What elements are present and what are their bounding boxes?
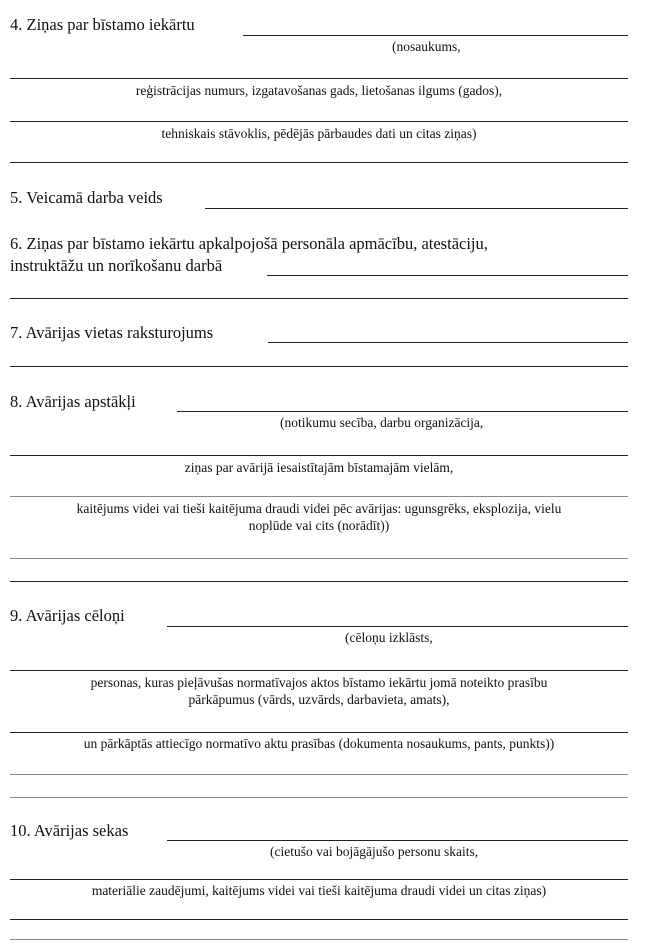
section-10-hint-losses: materiālie zaudējumi, kaitējums videi vai tieši kaitējuma draudi videi un citas ziņas)	[91, 883, 547, 898]
section-9-input-line[interactable]	[10, 797, 628, 798]
section-4-hint-condition: tehniskais stāvoklis, pēdējās pārbaudes dati un citas ziņas)	[161, 126, 477, 141]
section-9-input-line[interactable]	[10, 774, 628, 775]
section-10-input-line[interactable]	[167, 840, 628, 841]
section-6-input-line[interactable]	[267, 275, 628, 276]
section-7-label: 7. Avārijas vietas raksturojums	[10, 323, 214, 342]
section-4-hint-registration: reģistrācijas numurs, izgatavošanas gads, lietošanas ilgums (gados),	[135, 83, 503, 98]
section-9-hint-requirements: un pārkāptās attiecīgo normatīvo aktu prasības (dokumenta nosaukums, pants, punkts))	[83, 736, 555, 751]
section-9-hint-persons-cont: pārkāpumus (vārds, uzvārds, darbavieta, amats),	[188, 692, 450, 707]
section-10-input-line[interactable]	[10, 919, 628, 920]
section-8-input-line[interactable]	[177, 411, 628, 412]
section-7-input-line[interactable]	[268, 342, 628, 343]
section-8-hint-substances: ziņas par avārijā iesaistītajām bīstamajām vielām,	[184, 460, 454, 475]
section-5-label: 5. Veicamā darba veids	[10, 188, 163, 207]
section-4-input-line[interactable]	[10, 78, 628, 79]
section-9-input-line[interactable]	[10, 670, 628, 671]
section-4-input-line[interactable]	[10, 162, 628, 163]
section-8-label: 8. Avārijas apstākļi	[10, 392, 136, 411]
section-6-label-cont: instruktāžu un norīkošanu darbā	[10, 256, 223, 275]
section-8-input-line[interactable]	[10, 581, 628, 582]
section-9-input-line[interactable]	[167, 626, 628, 627]
section-8-input-line[interactable]	[10, 558, 628, 559]
section-8-input-line[interactable]	[10, 496, 628, 497]
section-10-input-line[interactable]	[10, 879, 628, 880]
section-9-hint-causes: (cēloņu izklāsts,	[345, 630, 433, 645]
section-6-label: 6. Ziņas par bīstamo iekārtu apkalpojošā personāla apmācību, atestāciju,	[10, 234, 488, 253]
section-7-input-line[interactable]	[10, 366, 628, 367]
section-4-input-line[interactable]	[243, 35, 628, 36]
section-8-input-line[interactable]	[10, 455, 628, 456]
section-9-input-line[interactable]	[10, 732, 628, 733]
section-10-label: 10. Avārijas sekas	[10, 821, 129, 840]
section-5-input-line[interactable]	[205, 208, 628, 209]
section-4-hint-name: (nosaukums,	[392, 39, 461, 54]
section-8-hint-damage: kaitējums videi vai tieši kaitējuma draudi videi pēc avārijas: ugunsgrēks, eksplozija, vielu	[76, 501, 562, 516]
section-9-hint-persons: personas, kuras pieļāvušas normatīvajos aktos bīstamo iekārtu jomā noteikto prasību	[90, 675, 548, 690]
section-4-input-line[interactable]	[10, 121, 628, 122]
section-10-input-line[interactable]	[10, 939, 628, 940]
section-8-hint-sequence: (notikumu secība, darbu organizācija,	[280, 415, 484, 430]
section-10-hint-victims: (cietušo vai bojāgājušo personu skaits,	[270, 844, 479, 859]
section-9-label: 9. Avārijas cēloņi	[10, 606, 125, 625]
section-8-hint-damage-cont: noplūde vai cits (norādīt))	[248, 518, 390, 533]
section-4-label: 4. Ziņas par bīstamo iekārtu	[10, 15, 195, 34]
section-6-input-line[interactable]	[10, 298, 628, 299]
